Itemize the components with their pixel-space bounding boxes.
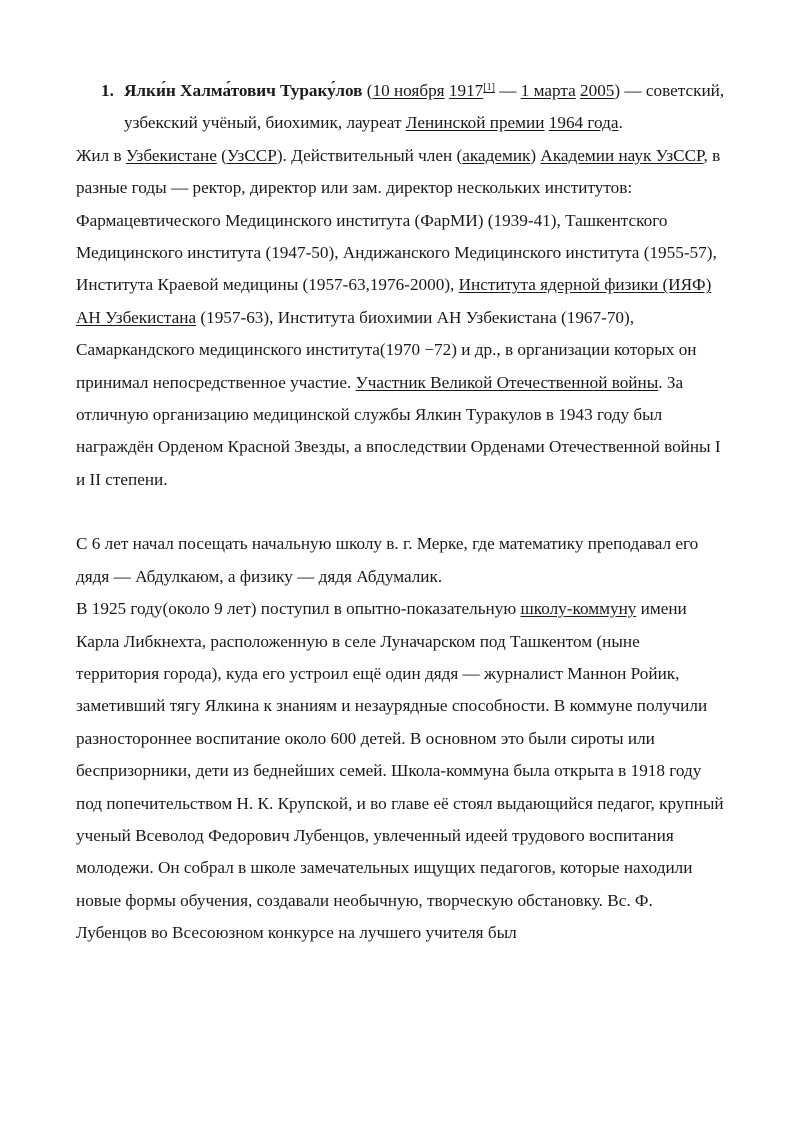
paragraph-childhood: С 6 лет начал посещать начальную школу в. г. Мерке, где математику преподавал его дядя — Абдулкаюм, а физику — дядя Абдумалик.	[76, 534, 699, 586]
article-body	[76, 75, 726, 950]
uzbekistan-link[interactable]: Узбекистане	[125, 145, 217, 165]
list-number: 1.	[101, 81, 114, 100]
person-name: Ялки́н Халма́тович Турaку́лов	[124, 81, 363, 100]
paragraph-spacer	[76, 496, 726, 528]
death-year-link[interactable]: 2005	[580, 81, 615, 100]
birth-year-link[interactable]: 1917	[448, 81, 484, 100]
list-item-text: Ялки́н Халма́тович Турaку́лов (10 ноября 1917[1] — 1 марта 2005) — советский, узбекский учёный, биохимик, лауреат Ленинской премии 1964 года.	[124, 81, 725, 133]
academician-link[interactable]: академик	[462, 145, 531, 165]
birth-day-link[interactable]: 10 ноября	[372, 81, 445, 100]
academy-of-sciences-link[interactable]: Академии наук УзССР	[540, 145, 704, 165]
prize-year-link[interactable]: 1964 года	[548, 113, 619, 133]
great-patriotic-war-link[interactable]: Участник Великой Отечественной войны	[355, 372, 659, 392]
lenin-prize-link[interactable]: Ленинской премии	[405, 113, 545, 133]
paragraph-school-commune: В 1925 году(около 9 лет) поступил в опытно-показательную школу-коммуну имени Карла Либкнехта, расположенную в селе Луначарском под Ташкентом (ныне территория города), куда его устроил ещё один дядя — журналист Маннон Ройик, заметивший тягу Ялкина к знаниям и незаурядные способности. В коммуне получили разностороннее воспитание около 600 детей. В основном это были сироты или беспризорники, дети из беднейших семей. Школа-коммуна была открыта в 1918 году под попечительством Н. К. Крупской, и во главе её стоял выдающийся педагог, крупный ученый Всеволод Федорович Лубенцов, увлеченный идеей трудового воспитания молодежи. Он собрал в школе замечательных ищущих педагогов, которые находили новые формы обучения, создавали необычную, творческую обстановку. Вс. Ф. Лубенцов во Всесоюзном конкурсе на лучшего учителя был	[76, 599, 724, 943]
list-item	[76, 75, 726, 140]
death-day-link[interactable]: 1 марта	[520, 81, 576, 100]
uzssr-link[interactable]: УзССР	[226, 145, 277, 165]
nuclear-physics-institute-link[interactable]: Института ядерной физики (ИЯФ) АН Узбекистана	[76, 275, 712, 327]
paragraph-career: Жил в Узбекистане (УзССР). Действительный член (академик) Академии наук УзССР, в разные годы — ректор, директор или зам. директор нескольких институтов: Фармацевтического Медицинского института (ФарМИ) (1939-41), Ташкентского Медицинского института (1947-50), Андижанского Медицинского института (1955-57), Института Краевой медицины (1957-63,1976-2000), Института ядерной физики (ИЯФ) АН Узбекистана (1957-63), Института биохимии АН Узбекистана (1967-70), Самаркандского медицинского института(1970 −72) и др., в организации которых он принимал непосредственное участие. Участник Великой Отечественной войны. За отличную организацию медицинской службы Ялкин Туракулов в 1943 году был награждён Орденом Красной Звезды, а впоследствии Орденами Отечественной войны I и II степени.	[76, 145, 721, 489]
school-commune-link[interactable]: школу-коммуну	[520, 599, 637, 619]
reference-link[interactable]: [1]	[483, 82, 495, 93]
